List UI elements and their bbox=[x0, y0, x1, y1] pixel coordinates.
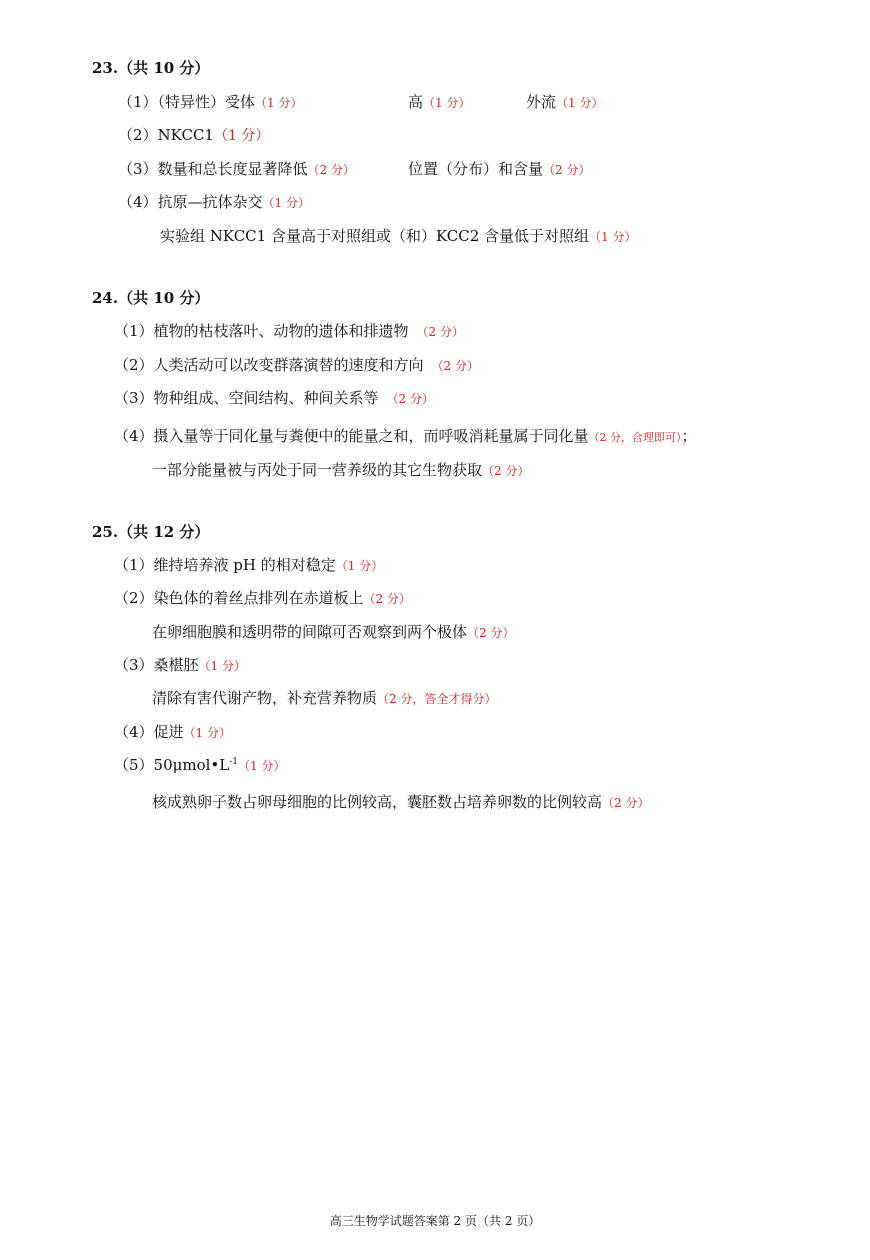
q25-line-4 bbox=[114, 655, 246, 676]
q25-line-7 bbox=[114, 755, 285, 776]
q25-l6-score: （1 分） bbox=[183, 726, 231, 740]
q23-l3-score-b: （2 分） bbox=[543, 163, 591, 177]
q25-l1-answer: （1）维持培养液 pH 的相对稳定 bbox=[114, 556, 336, 574]
q23-l3-score-a: （2 分） bbox=[307, 163, 355, 177]
q24-heading: 24.（共 10 分） bbox=[92, 289, 210, 307]
q23-l5-score: （1 分） bbox=[589, 230, 637, 244]
q24-l3-score: （2 分） bbox=[386, 392, 434, 406]
q24-line-1 bbox=[114, 321, 464, 342]
q23-l1-score-a: （1 分） bbox=[255, 96, 303, 110]
q23-l4-score: （1 分） bbox=[262, 196, 310, 210]
q23-l1-score-b: （1 分） bbox=[423, 96, 471, 110]
q24-l4-score: （2 分，合理即可） bbox=[588, 431, 682, 444]
q24-l3-answer: （3）物种组成、空间结构、种间关系等 bbox=[114, 389, 379, 407]
q25-l4-answer: （3）桑椹胚 bbox=[114, 656, 199, 674]
q23-line-5 bbox=[160, 226, 637, 247]
q24-line-4 bbox=[114, 426, 697, 448]
q23-l3-answer-a: （3）数量和总长度显著降低 bbox=[118, 160, 308, 178]
q23-line-1 bbox=[118, 92, 303, 113]
q24-line-5 bbox=[152, 460, 529, 481]
q23-l3-answer-b: 位置（分布）和含量 bbox=[408, 160, 544, 178]
q24-line-3 bbox=[114, 388, 434, 409]
q23-l4-answer: （4）抗原—抗体杂交 bbox=[118, 193, 263, 211]
q23-line-1c bbox=[526, 92, 603, 113]
q25-line-8 bbox=[152, 792, 649, 813]
q25-line-2 bbox=[114, 588, 411, 609]
page-footer: 高三生物学试题答案第 2 页（共 2 页） bbox=[329, 1214, 541, 1228]
q24-l1-score: （2 分） bbox=[416, 325, 464, 339]
q23-heading: 23.（共 10 分） bbox=[92, 59, 210, 77]
q25-l1-score: （1 分） bbox=[335, 559, 384, 573]
q25-line-6 bbox=[114, 722, 231, 743]
q23-l5-answer: 实验组 NKCC1 含量高于对照组或（和）KCC2 含量低于对照组 bbox=[160, 227, 590, 245]
q23-line-1b bbox=[408, 92, 470, 113]
q24-l5-score: （2 分） bbox=[482, 464, 530, 478]
q25-l3-answer: 在卵细胞膜和透明带的间隙可否观察到两个极体 bbox=[152, 623, 468, 641]
q24-l5-answer: 一部分能量被与丙处于同一营养级的其它生物获取 bbox=[152, 461, 483, 479]
q23-line-2 bbox=[118, 125, 269, 146]
q25-l4-score: （1 分） bbox=[198, 659, 246, 673]
q25-l8-score: （2 分） bbox=[602, 796, 650, 810]
q23-l2-score: （1 分） bbox=[213, 128, 270, 144]
q23-line-3b bbox=[408, 159, 590, 180]
q23-l1-score-c: （1 分） bbox=[556, 96, 604, 110]
q25-l3-score: （2 分） bbox=[467, 626, 515, 640]
q23-l1-answer-c: 外流 bbox=[526, 93, 557, 111]
q24-l1-answer: （1）植物的枯枝落叶、动物的遗体和排遗物 bbox=[114, 322, 409, 340]
q24-l4-answer: （4）摄入量等于同化量与粪便中的能量之和，而呼吸消耗量属于同化量 bbox=[114, 427, 589, 445]
q25-l8-answer: 核成熟卵子数占卵母细胞的比例较高，囊胚数占培养卵数的比例较高 bbox=[152, 793, 603, 811]
q25-l5-answer: 清除有害代谢产物，补充营养物质 bbox=[152, 689, 378, 707]
q24-l4-end: ； bbox=[681, 427, 697, 445]
q25-l7-score: （1 分） bbox=[238, 759, 286, 773]
q23-line-4 bbox=[118, 192, 310, 213]
q23-l2-answer: （2）NKCC1 bbox=[118, 126, 214, 144]
q25-line-1 bbox=[114, 555, 383, 576]
q24-l2-answer: （2）人类活动可以改变群落演替的速度和方向 bbox=[114, 356, 424, 374]
q23-line-3 bbox=[118, 159, 355, 180]
q25-l7-answer: （5）50μmol•L bbox=[114, 756, 230, 774]
q25-l7-superscript: -1 bbox=[229, 757, 239, 767]
q25-l2-score: （2 分） bbox=[363, 592, 411, 606]
q24-line-2 bbox=[114, 355, 479, 376]
q25-line-5 bbox=[152, 688, 496, 709]
q25-l5-score: （2 分，答全才得分） bbox=[377, 692, 497, 706]
q25-l2-answer: （2）染色体的着丝点排列在赤道板上 bbox=[114, 589, 364, 607]
q23-l1-answer-b: 高 bbox=[408, 93, 424, 111]
q25-line-3 bbox=[152, 622, 514, 643]
q25-l6-answer: （4）促进 bbox=[114, 723, 184, 741]
q24-l2-score: （2 分） bbox=[431, 359, 479, 373]
q25-heading: 25.（共 12 分） bbox=[92, 523, 210, 541]
q23-l1-answer-a: （1）（特异性）受体 bbox=[118, 93, 256, 111]
